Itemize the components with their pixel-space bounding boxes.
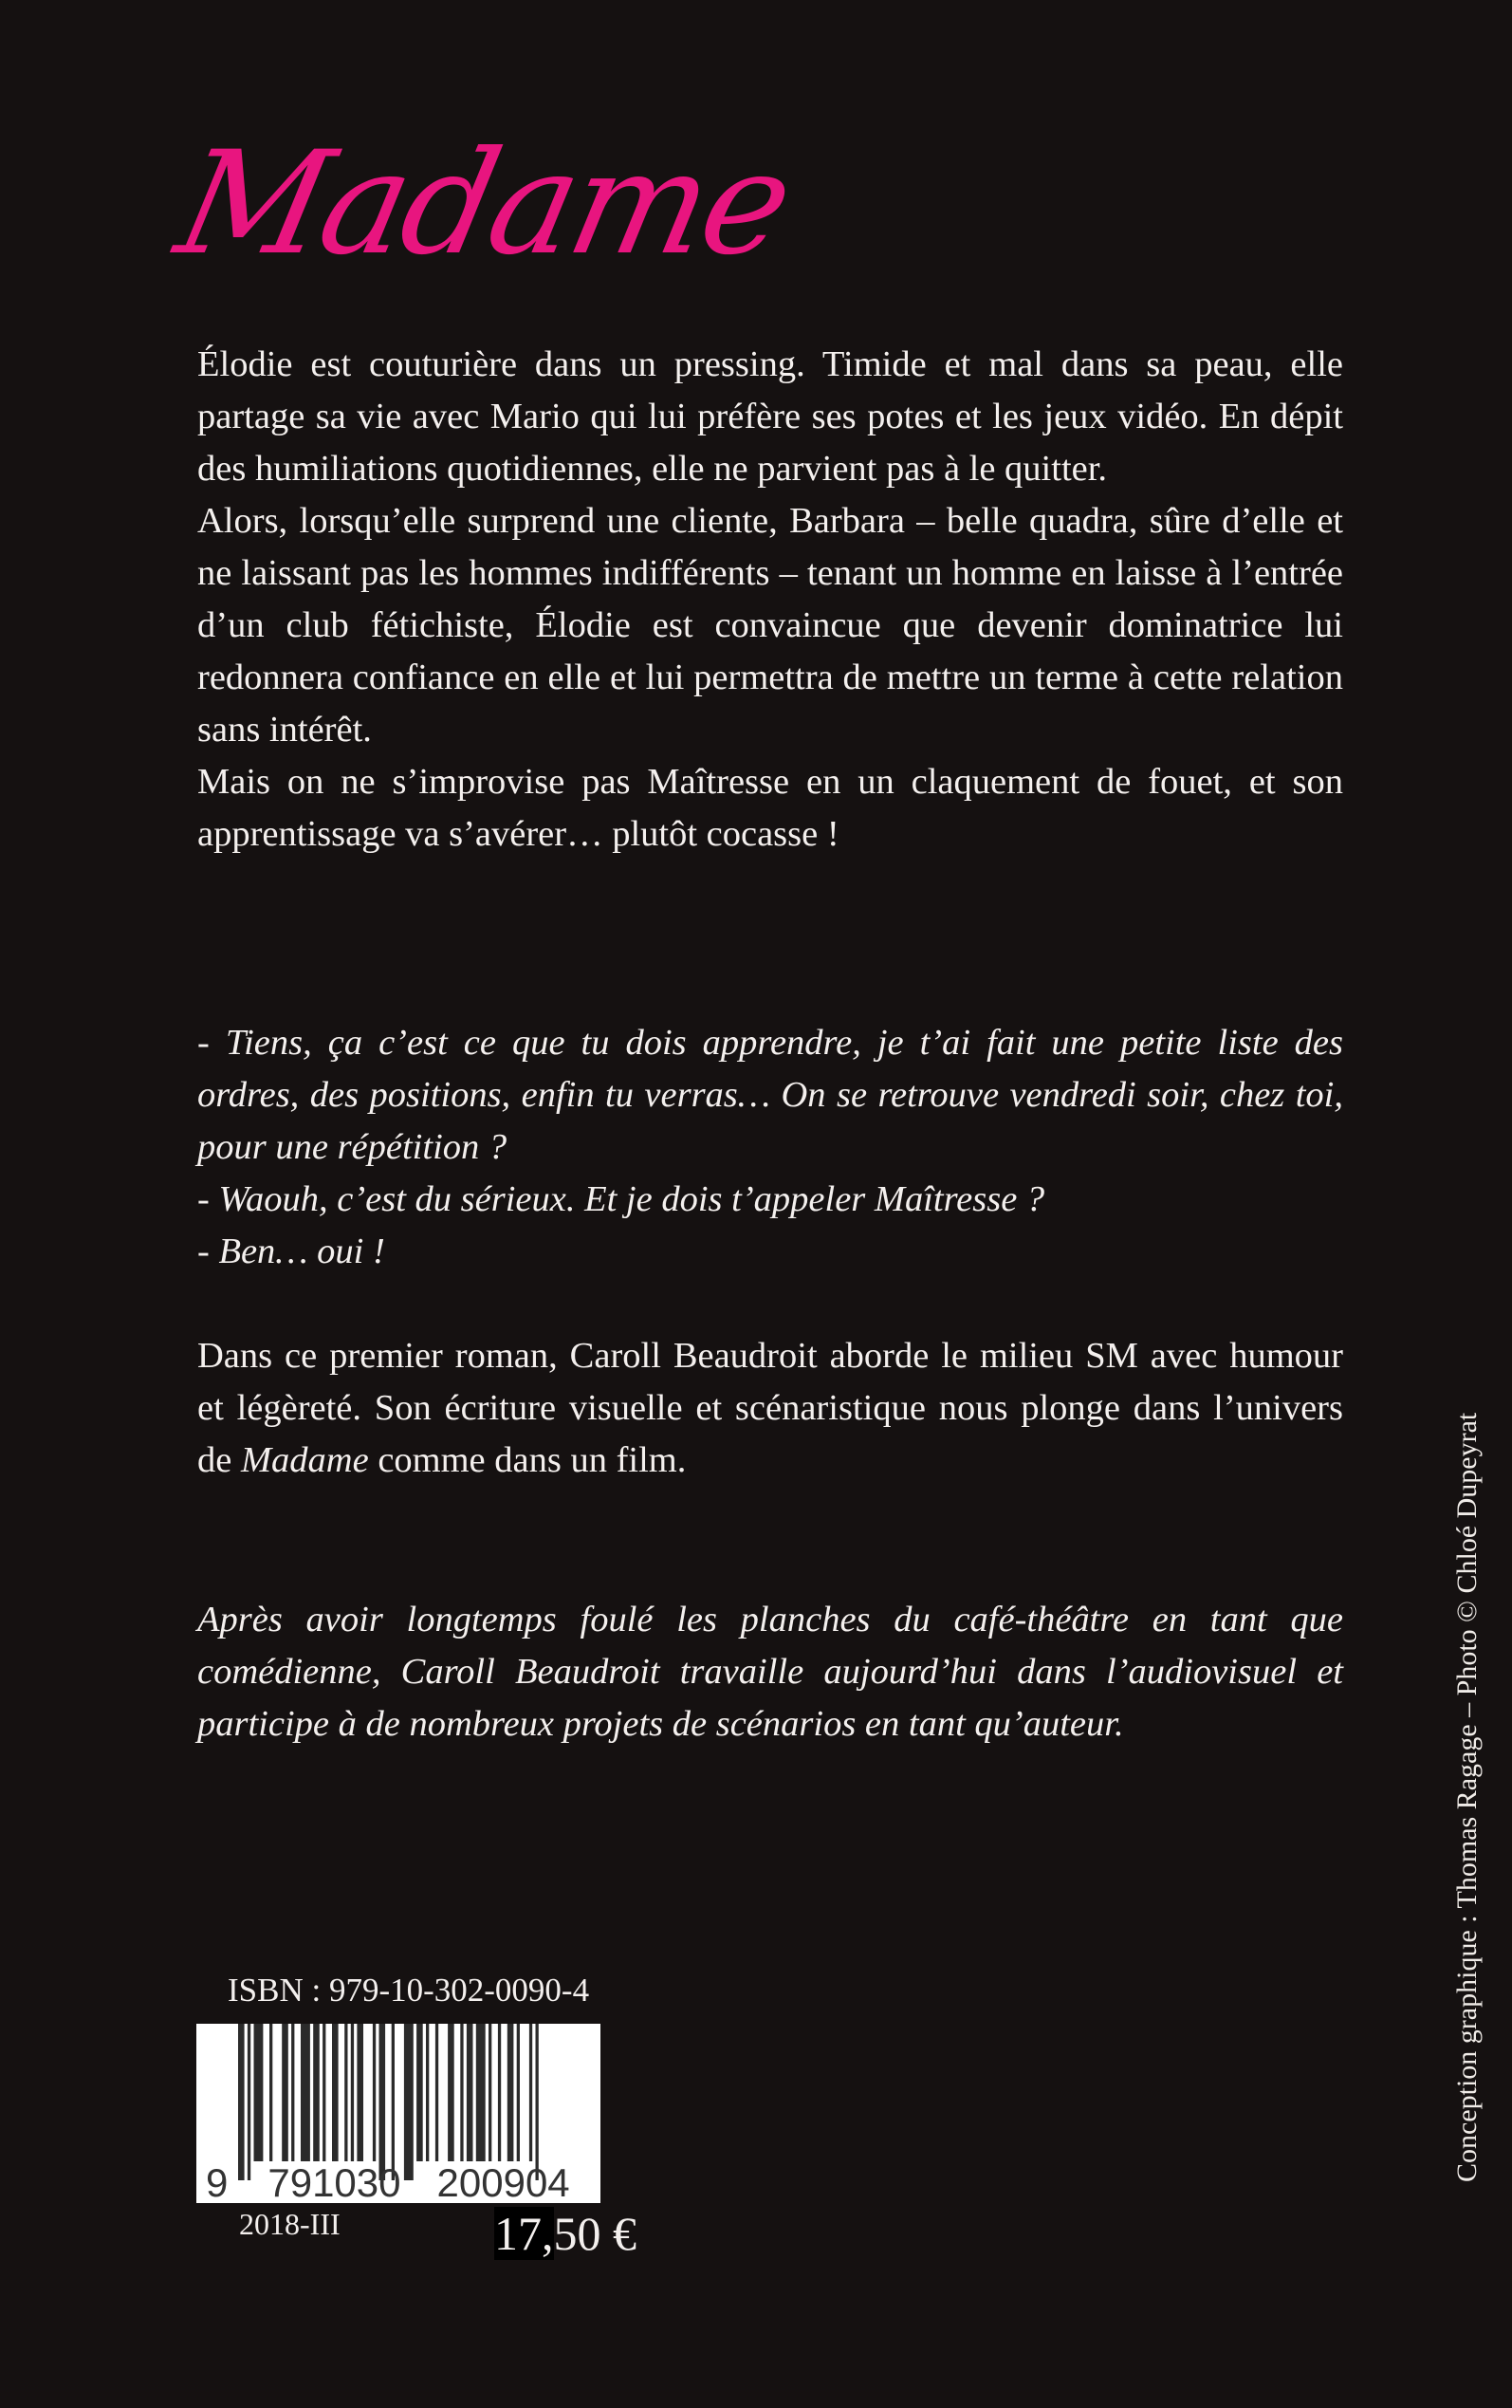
barcode-bar bbox=[517, 2024, 520, 2161]
barcode-bar bbox=[426, 2024, 429, 2161]
credits: Conception graphique : Thomas Ragage – Photo © Chloé Dupeyrat bbox=[1451, 1412, 1483, 2182]
dialogue-excerpt bbox=[197, 1017, 1343, 1278]
barcode-bar bbox=[373, 2024, 376, 2161]
barcode-bar bbox=[301, 2024, 310, 2161]
barcode-bar bbox=[291, 2024, 294, 2161]
summary-paragraph: Mais on ne s’improvise pas Maîtresse en un claquement de fouet, et son apprentissage va s’avérer… plutôt cocasse ! bbox=[197, 762, 1343, 854]
barcode-bar bbox=[404, 2024, 414, 2180]
barcode-bar bbox=[282, 2024, 288, 2161]
review-text: Dans ce premier roman, Caroll Beaudroit aborde le milieu SM avec humour et légèreté. Son écriture visuelle et scénaristique nous plonge dans l’univers de bbox=[197, 1336, 1343, 1480]
barcode-bar bbox=[498, 2024, 501, 2161]
barcode-bar bbox=[489, 2024, 491, 2161]
price-part: 17, bbox=[494, 2207, 554, 2260]
barcode-bar bbox=[435, 2024, 438, 2161]
barcode-bar bbox=[529, 2024, 532, 2161]
summary-paragraph: Alors, lorsqu’elle surprend une cliente, Barbara – belle quadra, sûre d’elle et ne laissant pas les hommes indifférents – tenant un homme en laisse à l’entrée d’un club fétichiste, Élodie est convaincue que devenir dominatrice lui redonnera confiance en elle et lui permettra de mettre un terme à cette relation sans intérêt. bbox=[197, 501, 1343, 750]
barcode-right-digits: 200904 bbox=[436, 2160, 570, 2205]
barcode-bar bbox=[392, 2024, 395, 2180]
barcode-bar bbox=[351, 2024, 354, 2161]
barcode-bar bbox=[248, 2024, 250, 2180]
barcode-left-digits: 791030 bbox=[267, 2160, 401, 2205]
barcode-bar bbox=[254, 2024, 264, 2161]
book-title: Madame bbox=[164, 121, 802, 287]
barcode-bar bbox=[344, 2024, 347, 2161]
isbn: ISBN : 979-10-302-0090-4 bbox=[228, 1972, 590, 2009]
price-part: 50 € bbox=[553, 2207, 636, 2260]
review-paragraph bbox=[197, 1330, 1343, 1487]
barcode-bar bbox=[313, 2024, 320, 2161]
summary bbox=[197, 339, 1343, 861]
dialogue-line: - Waouh, c’est du sérieux. Et je dois t’appeler Maîtresse ? bbox=[197, 1179, 1045, 1219]
barcode-bar bbox=[416, 2024, 423, 2161]
barcode-bar bbox=[379, 2024, 386, 2180]
price bbox=[494, 2206, 636, 2261]
dialogue-line: - Tiens, ça c’est ce que tu dois apprendre, je t’ai fait une petite liste des ordres, des positions, enfin tu verras… On se retrouve vendredi soir, chez toi, pour une répétition ? bbox=[197, 1023, 1343, 1167]
barcode-bar bbox=[467, 2024, 473, 2161]
barcode-bar bbox=[269, 2024, 272, 2161]
barcode-bar bbox=[357, 2024, 363, 2161]
edition: 2018-III bbox=[239, 2207, 341, 2241]
author-bio: Après avoir longtemps foulé les planches du café-théâtre en tant que comédienne, Caroll Beaudroit travaille aujourd’hui dans l’audiovisuel et participe à de nombreux projets de scénarios en tant qu’auteur. bbox=[197, 1600, 1343, 1744]
barcode-bar bbox=[238, 2024, 245, 2180]
barcode-bar bbox=[332, 2024, 339, 2161]
review-text-end: comme dans un film. bbox=[368, 1440, 687, 1480]
barcode-digits bbox=[206, 2160, 570, 2205]
barcode-bar bbox=[460, 2024, 463, 2161]
barcode-bar bbox=[507, 2024, 514, 2161]
dialogue-line: - Ben… oui ! bbox=[197, 1232, 385, 1271]
barcode bbox=[196, 2024, 600, 2203]
barcode-bar bbox=[476, 2024, 486, 2161]
barcode-lead-digit: 9 bbox=[206, 2160, 229, 2205]
summary-paragraph: Élodie est couturière dans un pressing. Timide et mal dans sa peau, elle partage sa vie avec Mario qui lui préfère ses potes et les jeux vidéo. En dépit des humiliations quotidiennes, elle ne parvient pas à le quitter. bbox=[197, 344, 1343, 489]
barcode-bar bbox=[448, 2024, 454, 2161]
review-title-ref: Madame bbox=[240, 1440, 369, 1480]
barcode-bar bbox=[536, 2024, 539, 2180]
barcode-bar bbox=[323, 2024, 325, 2161]
